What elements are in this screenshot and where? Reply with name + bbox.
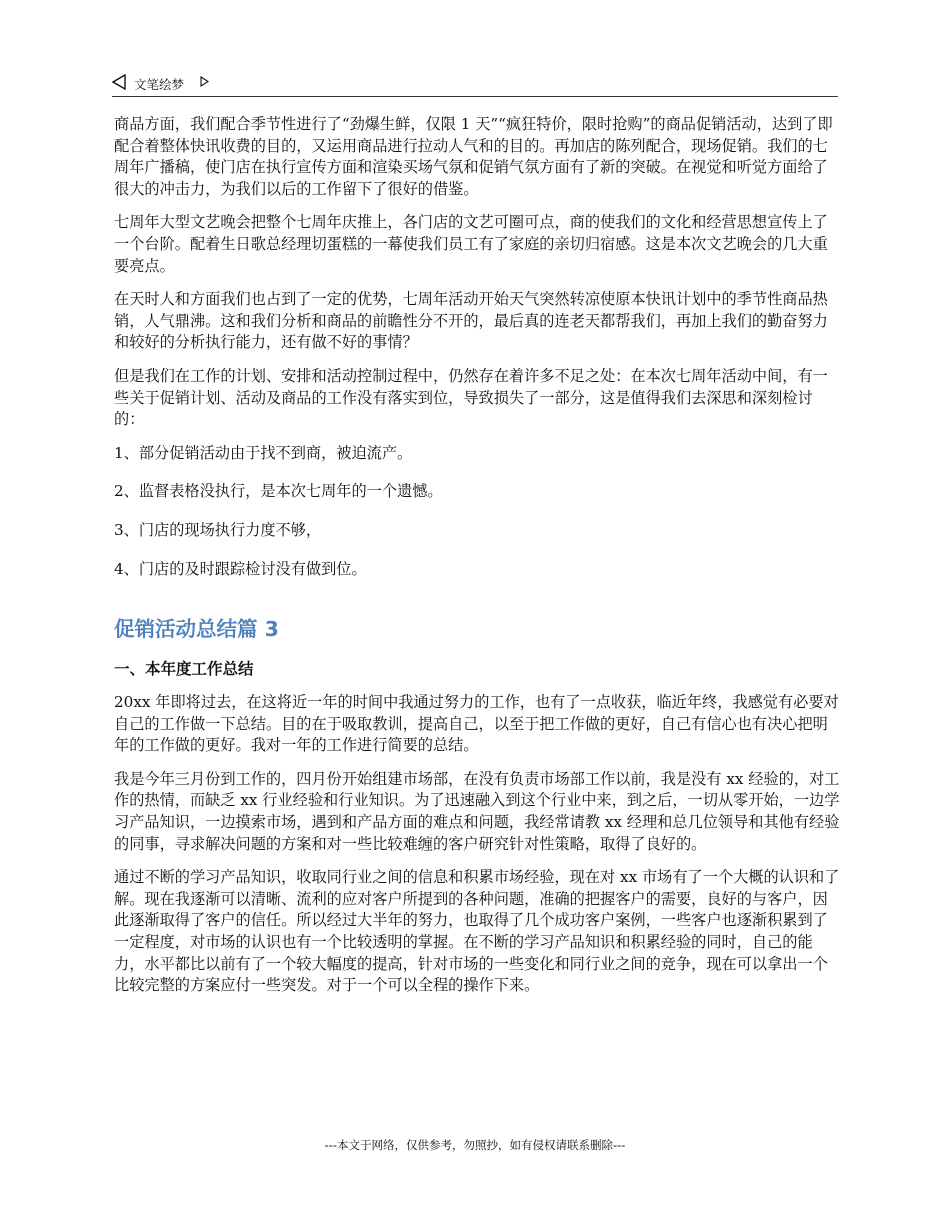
list-item: 3、门店的现场执行力度不够， bbox=[114, 520, 322, 539]
triangle-left-outline-icon bbox=[112, 74, 126, 90]
subsection-title: 一、本年度工作总结 bbox=[114, 660, 254, 679]
paragraph: 20xx 年即将过去，在这将近一年的时间中我通过努力的工作，也有了一点收获，临近年终，我感觉有必要对自己的工作做一下总结。目的在于吸取教训，提高自己，以至于把工作做的更好，自己有信心也有决心把明年的工作做的更好。我对一年的工作进行简要的总结。 bbox=[114, 693, 839, 755]
footer-disclaimer: ---本文于网络，仅供参考，勿照抄，如有侵权请联系删除--- bbox=[324, 1138, 626, 1152]
triangle-right-outline-icon bbox=[200, 76, 209, 87]
paragraph: 七周年大型文艺晚会把整个七周年庆推上，各门店的文艺可圈可点，商的使我们的文化和经营思想宣传上了一个台阶。配着生日歌总经理切蛋糕的一幕使我们员工有了家庭的亲切归宿感。这是本次文艺晚会的几大重要亮点。 bbox=[114, 213, 828, 275]
section-title: 促销活动总结篇 3 bbox=[114, 617, 279, 642]
document-body bbox=[114, 114, 840, 1009]
list-item: 4、门店的及时跟踪检讨没有做到位。 bbox=[114, 559, 367, 578]
paragraph: 商品方面，我们配合季节性进行了“劲爆生鲜，仅限 1 天”“疯狂特价，限时抢购”的商品促销活动，达到了即配合着整体快讯收费的目的，又运用商品进行拉动人气和的目的。再加店的陈列配合，现场促销。我们的七周年广播稿，使门店在执行宣传方面和渲染买场气氛和促销气氛方面有了新的突破。在视觉和听觉方面给了很大的冲击力，为我们以后的工作留下了很好的借鉴。 bbox=[114, 115, 833, 198]
paragraph: 我是今年三月份到工作的，四月份开始组建市场部，在没有负责市场部工作以前，我是没有 xx 经验的，对工作的热情，而缺乏 xx 行业经验和行业知识。为了迅速融入到这个行业中来，到之后，一切从零开始，一边学习产品知识，一边摸索市场，遇到和产品方面的难点和问题，我经常请教 xx 经理和总几位领导和其他有经验的同事，寻求解决问题的方案和对一些比较难缠的客户研究针对性策略，取得了良好的。 bbox=[114, 769, 840, 853]
paragraph: 但是我们在工作的计划、安排和活动控制过程中，仍然存在着许多不足之处：在本次七周年活动中间，有一些关于促销计划、活动及商品的工作没有落实到位，导致损失了一部分，这是值得我们去深思和深刻检讨的： bbox=[114, 366, 828, 429]
list-item: 2、监督表格没执行，是本次七周年的一个遗憾。 bbox=[114, 482, 443, 501]
paragraph: 在天时人和方面我们也占到了一定的优势，七周年活动开始天气突然转凉使原本快讯计划中的季节性商品热销，人气鼎沸。这和我们分析和商品的前瞻性分不开的，最后真的连老天都帮我们，再加上我们的勤奋努力和较好的分析执行能力，还有做不好的事情？ bbox=[114, 290, 828, 352]
paragraph: 通过不断的学习产品知识，收取同行业之间的信息和积累市场经验，现在对 xx 市场有了一个大概的认识和了解。现在我逐渐可以清晰、流利的应对客户所提到的各种问题，准确的把握客户的需要，良好的与客户，因此逐渐取得了客户的信任。所以经过大半年的努力，也取得了几个成功客户案例，一些客户也逐渐积累到了一定程度，对市场的认识也有一个比较透明的掌握。在不断的学习产品知识和积累经验的同时，自己的能力，水平都比以前有了一个较大幅度的提高，针对市场的一些变化和同行业之间的竞争，现在可以拿出一个比较完整的方案应付一些突发。对于一个可以全程的操作下来。 bbox=[114, 868, 840, 995]
page-header bbox=[112, 72, 838, 97]
list-item: 1、部分促销活动由于找不到商，被迫流产。 bbox=[114, 443, 413, 462]
brand-name: 文笔绘梦 bbox=[134, 77, 185, 92]
